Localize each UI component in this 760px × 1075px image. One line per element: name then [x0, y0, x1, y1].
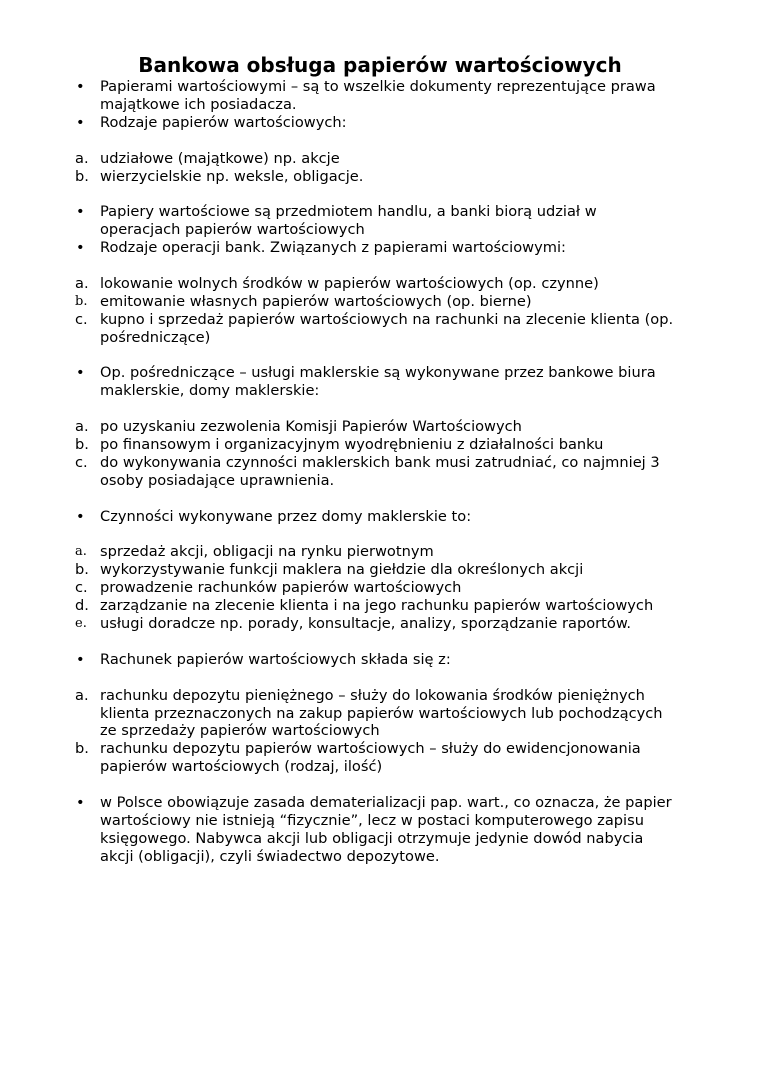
bullet-list-item [75, 78, 715, 114]
bullet-marker: • [76, 794, 85, 812]
lettered-list-item [75, 311, 715, 347]
bullet-marker: • [76, 203, 85, 221]
list-item-text: w Polsce obowiązuje zasada dematerializacji pap. wart., co oznacza, że papier wartościowy nie istnieją “fizycznie”, lecz w postaci komputerowego zapisu księgowego. Nabywca akcji lub obligacji otrzymuje jedynie dowód nabycia akcji (obligacji), czyli świadectwo depozytowe. [100, 794, 672, 865]
list-letter-marker: a. [75, 418, 89, 436]
list-item-text: wierzycielskie np. weksle, obligacje. [100, 167, 364, 185]
list-item-text: Rodzaje operacji bank. Związanych z papierami wartościowymi: [100, 239, 566, 257]
bullet-marker: • [76, 364, 85, 382]
list-letter-marker: b. [75, 740, 89, 758]
bullet-list-item [75, 794, 715, 866]
lettered-list-item [75, 150, 715, 168]
bullet-marker: • [76, 78, 85, 95]
lettered-list-item [75, 579, 715, 597]
paragraph-spacer [75, 526, 715, 544]
paragraph-spacer [75, 132, 715, 150]
list-letter-marker: a. [75, 274, 89, 292]
bullet-list-item [75, 651, 715, 669]
lettered-list-item [75, 615, 715, 633]
list-letter-marker: a. [75, 686, 89, 704]
list-item-text: do wykonywania czynności maklerskich bank musi zatrudniać, co najmniej 3 osoby posiadające uprawnienia. [100, 453, 660, 489]
paragraph-spacer [75, 257, 715, 275]
paragraph-spacer [75, 400, 715, 418]
bullet-marker: • [76, 650, 85, 668]
lettered-list-item [75, 454, 715, 490]
list-item-text: Op. pośredniczące – usługi maklerskie są wykonywane przez bankowe biura maklerskie, domy maklerskie: [100, 364, 656, 400]
lettered-list-item [75, 740, 715, 776]
list-letter-marker: a. [75, 544, 87, 560]
lettered-list-item [75, 293, 715, 311]
list-letter-marker: a. [75, 149, 89, 167]
lettered-list-item [75, 543, 715, 561]
list-item-text: po finansowym i organizacyjnym wyodrębnieniu z działalności banku [100, 436, 604, 454]
list-item-text: rachunku depozytu pieniężnego – służy do lokowania środków pieniężnych klienta przeznaczonych na zakup papierów wartościowych lub pochodzących ze sprzedaży papierów wartościowych [100, 686, 663, 740]
bullet-marker: • [76, 239, 85, 257]
lettered-list-item [75, 436, 715, 454]
list-item-text: Czynności wykonywane przez domy maklerskie to: [100, 507, 472, 525]
list-letter-marker: c. [75, 453, 88, 471]
list-item-text: Papierami wartościowymi – są to wszelkie dokumenty reprezentujące prawa majątkowe ich posiadacza. [100, 78, 656, 113]
lettered-list-item [75, 168, 715, 186]
list-letter-marker: b. [75, 561, 89, 579]
list-item-text: kupno i sprzedaż papierów wartościowych na rachunki na zlecenie klienta (op. pośredniczące) [100, 310, 674, 346]
paragraph-spacer [75, 490, 715, 508]
list-letter-marker: b. [75, 167, 89, 185]
list-item-text: sprzedaż akcji, obligacji na rynku pierwotnym [100, 543, 434, 561]
lettered-list-item [75, 418, 715, 436]
list-item-text: Papiery wartościowe są przedmiotem handlu, a banki biorą udział w operacjach papierów wartościowych [100, 203, 597, 239]
list-letter-marker: b. [75, 436, 89, 454]
bullet-list-item [75, 114, 715, 132]
list-item-text: wykorzystywanie funkcji maklera na giełdzie dla określonych akcji [100, 561, 584, 579]
page-title: Bankowa obsługa papierów wartościowych [138, 53, 622, 77]
list-item-text: po uzyskaniu zezwolenia Komisji Papierów Wartościowych [100, 418, 522, 436]
lettered-list-item [75, 275, 715, 293]
paragraph-spacer [75, 776, 715, 794]
paragraph-spacer [75, 633, 715, 651]
paragraph-spacer [75, 185, 715, 203]
list-letter-marker: c. [75, 310, 88, 328]
list-item-text: lokowanie wolnych środków w papierów wartościowych (op. czynne) [100, 274, 599, 292]
document-body [75, 78, 715, 866]
bullet-marker: • [76, 113, 85, 131]
lettered-list-item [75, 597, 715, 615]
list-item-text: prowadzenie rachunków papierów wartościowych [100, 579, 462, 597]
list-item-text: zarządzanie na zlecenie klienta i na jego rachunku papierów wartościowych [100, 597, 654, 615]
lettered-list-item [75, 561, 715, 579]
list-item-text: usługi doradcze np. porady, konsultacje, analizy, sporządzanie raportów. [100, 615, 632, 633]
bullet-marker: • [76, 507, 85, 525]
lettered-list-item [75, 687, 715, 741]
list-letter-marker: c. [75, 579, 88, 597]
bullet-list-item [75, 508, 715, 526]
list-letter-marker: e. [75, 616, 87, 632]
list-item-text: Rachunek papierów wartościowych składa się z: [100, 650, 451, 668]
bullet-list-item [75, 364, 715, 400]
list-item-text: emitowanie własnych papierów wartościowych (op. bierne) [100, 292, 532, 310]
paragraph-spacer [75, 347, 715, 365]
bullet-list-item [75, 203, 715, 239]
list-letter-marker: d. [75, 597, 89, 615]
list-letter-marker: b. [75, 293, 88, 309]
paragraph-spacer [75, 669, 715, 687]
list-item-text: udziałowe (majątkowe) np. akcje [100, 149, 340, 167]
list-item-text: Rodzaje papierów wartościowych: [100, 113, 347, 131]
list-item-text: rachunku depozytu papierów wartościowych – służy do ewidencjonowania papierów wartościowych (rodzaj, ilość) [100, 740, 641, 776]
bullet-list-item [75, 239, 715, 257]
